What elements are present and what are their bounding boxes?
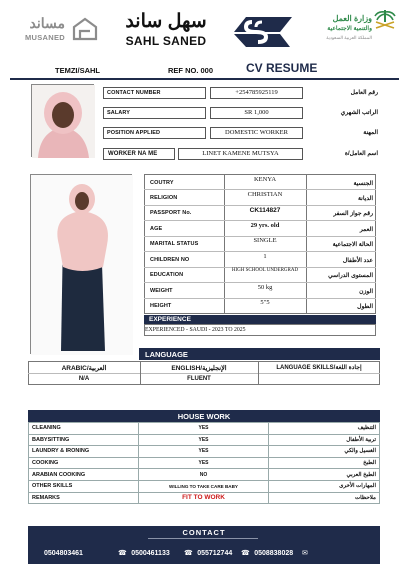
ministry-logo: وزارة العمل والتنمية الاجتماعية المملكة العربية السعودية xyxy=(322,8,402,52)
phone-item[interactable]: ☎ 0508838028 xyxy=(241,550,294,557)
salary-value: SR 1,000 xyxy=(244,109,269,116)
musaned-icon xyxy=(72,17,98,41)
experience-header: EXPERIENCE xyxy=(144,315,376,324)
table-row: CLEANING YES التنظيف xyxy=(29,423,380,435)
portrait-illustration xyxy=(32,85,95,158)
experience-value-box: EXPERIENCED - SAUDI - 2023 TO 2025 xyxy=(144,324,376,336)
ref-number: REF NO. 000 xyxy=(168,66,214,75)
table-row: OTHER SKILLS WILLING TO TAKE CARE BABY المهارات الأخرى xyxy=(29,480,380,492)
phone-item[interactable]: ☎ 055712744 xyxy=(184,550,233,557)
english-level: FLUENT xyxy=(187,376,211,382)
table-row: COOKING YES الطبخ xyxy=(29,457,380,469)
contact-footer: CONTACT 0504803461 ☎ 0500461133 ☎ 055712744 ☎ 0508838028 ✉ Sahlsaned1@hotmail.com xyxy=(28,526,380,564)
position-value: DOMESTIC WORKER xyxy=(225,129,288,136)
agent-code: TEMZI/SAHL xyxy=(55,66,100,75)
phone-item[interactable]: 0504803461 xyxy=(44,550,83,557)
musaned-logo: مساند MUSANED xyxy=(10,14,105,46)
portrait-photo xyxy=(31,84,94,157)
sahl-saned-emblem-icon xyxy=(228,14,296,50)
table-row: LAUNDRY & IRONING YES الغسيل والكي xyxy=(29,446,380,458)
full-body-photo xyxy=(30,174,132,354)
table-row: REMARKS FIT TO WORK ملاحظات xyxy=(29,492,380,504)
worker-name-value: LINET KAMENE MUTSYA xyxy=(202,150,279,157)
full-body-illustration xyxy=(31,175,133,355)
sahl-saned-logo: سهل ساند SAHL SANED xyxy=(125,11,207,48)
table-row: BABYSITTING YES تربية الأطفال xyxy=(29,434,380,446)
house-work-table xyxy=(28,422,380,504)
table-row: ARABIAN COOKING NO الطبخ العربي xyxy=(29,469,380,481)
language-header: LANGUAGE xyxy=(139,348,380,360)
arabic-level: N/A xyxy=(78,376,90,382)
language-col-english: ENGLISH/الإنجليزية xyxy=(171,365,227,372)
cv-title: CV RESUME xyxy=(246,61,318,75)
language-col-skills: LANGUAGE SKILLS/إجادة اللغة xyxy=(276,365,362,371)
house-work-header: HOUSE WORK xyxy=(28,410,380,422)
phone-icon: ☎ xyxy=(184,550,193,557)
contact-number-value: +254785925119 xyxy=(235,89,278,96)
phone-item[interactable]: ☎ 0500461133 xyxy=(118,550,170,557)
ref-bar xyxy=(10,60,399,80)
remarks-value: FIT TO WORK xyxy=(139,492,269,504)
phone-icon: ☎ xyxy=(118,550,127,557)
language-col-arabic: ARABIC/العربية xyxy=(61,365,107,372)
email-item[interactable]: ✉ Sahlsaned1@hotmail.com xyxy=(302,550,383,575)
email-icon: ✉ xyxy=(302,550,308,557)
palm-swords-icon xyxy=(372,8,398,30)
phone-icon: ☎ xyxy=(241,550,250,557)
